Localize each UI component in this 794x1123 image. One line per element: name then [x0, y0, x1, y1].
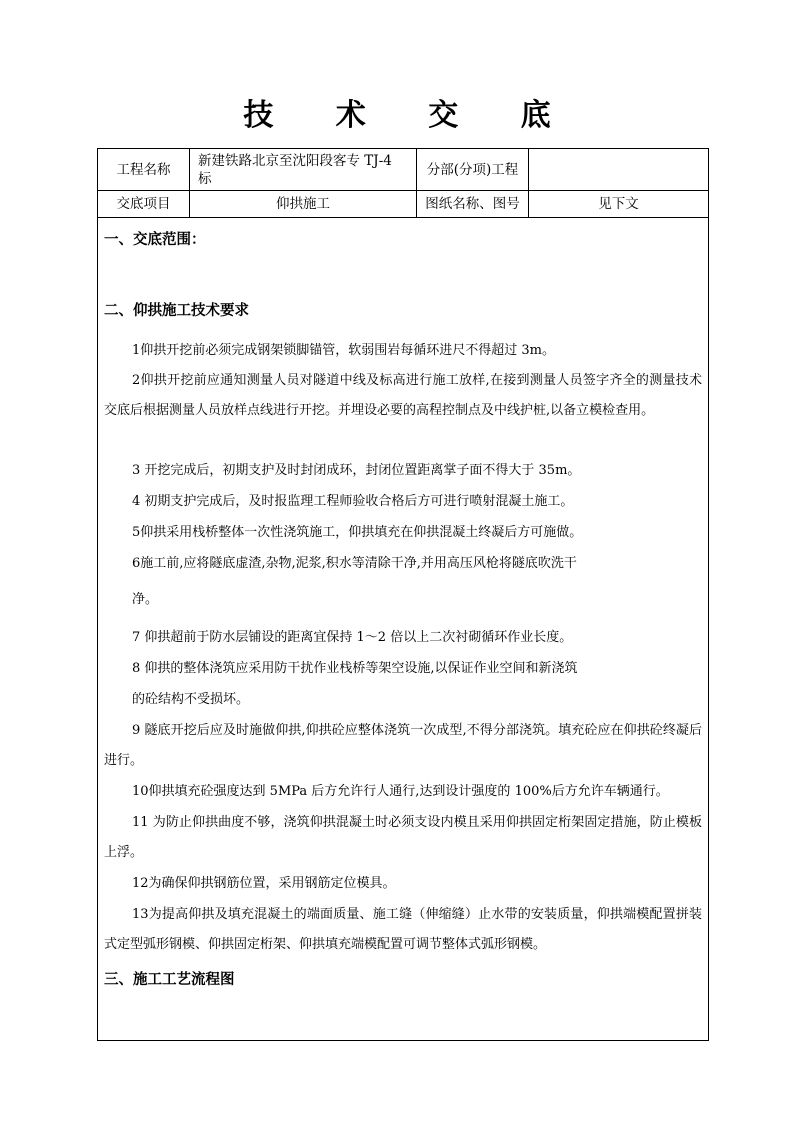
header-row-project [98, 149, 708, 191]
requirement-paragraph-2: 2仰拱开挖前应通知测量人员对隧道中线及标高进行施工放样,在接到测量人员签字齐全的测量技术交底后根据测量人员放样点线进行开挖。并埋设必要的高程控制点及中线护桩,以备立模检查用。 [104, 373, 702, 418]
section-requirements-heading: 二、仰拱施工技术要求 [104, 302, 249, 319]
requirement-paragraph-13: 13为提高仰拱及填充混凝土的端面质量、施工缝（伸缩缝）止水带的安装质量，仰拱端模配置拼装式定型弧形钢模、仰拱固定桁架、仰拱填充端模配置可调节整体式弧形钢模。 [104, 907, 702, 952]
requirement-paragraph-6-continued: 净。 [132, 592, 159, 607]
section-scope-heading: 一、交底范围： [104, 231, 206, 248]
subproject-label: 分部(分项)工程 [417, 149, 529, 190]
requirement-paragraph-10: 10仰拱填充砼强度达到 5MPa 后方允许行人通行,达到设计强度的 100%后方允许车辆通行。 [132, 784, 669, 799]
section-process-flow-heading: 三、施工工艺流程图 [104, 971, 235, 988]
requirement-paragraph-4: 4 初期支护完成后，及时报监理工程师验收合格后方可进行喷射混凝土施工。 [132, 494, 574, 509]
requirement-paragraph-12: 12为确保仰拱钢筋位置，采用钢筋定位模具。 [132, 876, 396, 891]
subproject-value [529, 149, 708, 190]
requirement-paragraph-8: 8 仰拱的整体浇筑应采用防干扰作业栈桥等架空设施,以保证作业空间和新浇筑 [132, 661, 578, 676]
requirement-paragraph-7: 7 仰拱超前于防水层铺设的距离宜保持 1～2 倍以上二次衬砌循环作业长度。 [132, 630, 573, 645]
requirement-paragraph-3: 3 开挖完成后，初期支护及时封闭成环，封闭位置距离掌子面不得大于 35m。 [132, 463, 581, 478]
document-title: 技 术 交 底 [243, 98, 577, 133]
disclosure-form [97, 148, 709, 1041]
requirement-paragraph-5: 5仰拱采用栈桥整体一次性浇筑施工，仰拱填充在仰拱混凝土终凝后方可施做。 [132, 525, 583, 540]
requirement-paragraph-11: 11 为防止仰拱曲度不够，浇筑仰拱混凝土时必须支设内模且采用仰拱固定桁架固定措施，防止模板上浮。 [104, 815, 702, 860]
requirement-paragraph-1: 1仰拱开挖前必须完成钢架锁脚锚管，软弱围岩每循环进尺不得超过 3m。 [132, 343, 556, 358]
header-row-item [98, 191, 708, 218]
requirement-paragraph-9: 9 隧底开挖后应及时施做仰拱,仰拱砼应整体浇筑一次成型,不得分部浇筑。填充砼应在仰拱砼终凝后进行。 [104, 723, 702, 768]
drawing-value: 见下文 [598, 196, 639, 212]
project-name-value: 新建铁路北京至沈阳段客专 TJ-4 标 [190, 149, 417, 190]
item-label: 交底项目 [98, 191, 190, 217]
drawing-label: 图纸名称、图号 [417, 191, 529, 217]
requirement-paragraph-6: 6施工前,应将隧底虚渣,杂物,泥浆,积水等清除干净,并用高压风枪将隧底吹洗干 [132, 556, 577, 571]
item-value: 仰拱施工 [190, 191, 417, 217]
requirement-paragraph-8-continued: 的砼结构不受损坏。 [132, 692, 250, 707]
project-name-label: 工程名称 [98, 149, 190, 190]
